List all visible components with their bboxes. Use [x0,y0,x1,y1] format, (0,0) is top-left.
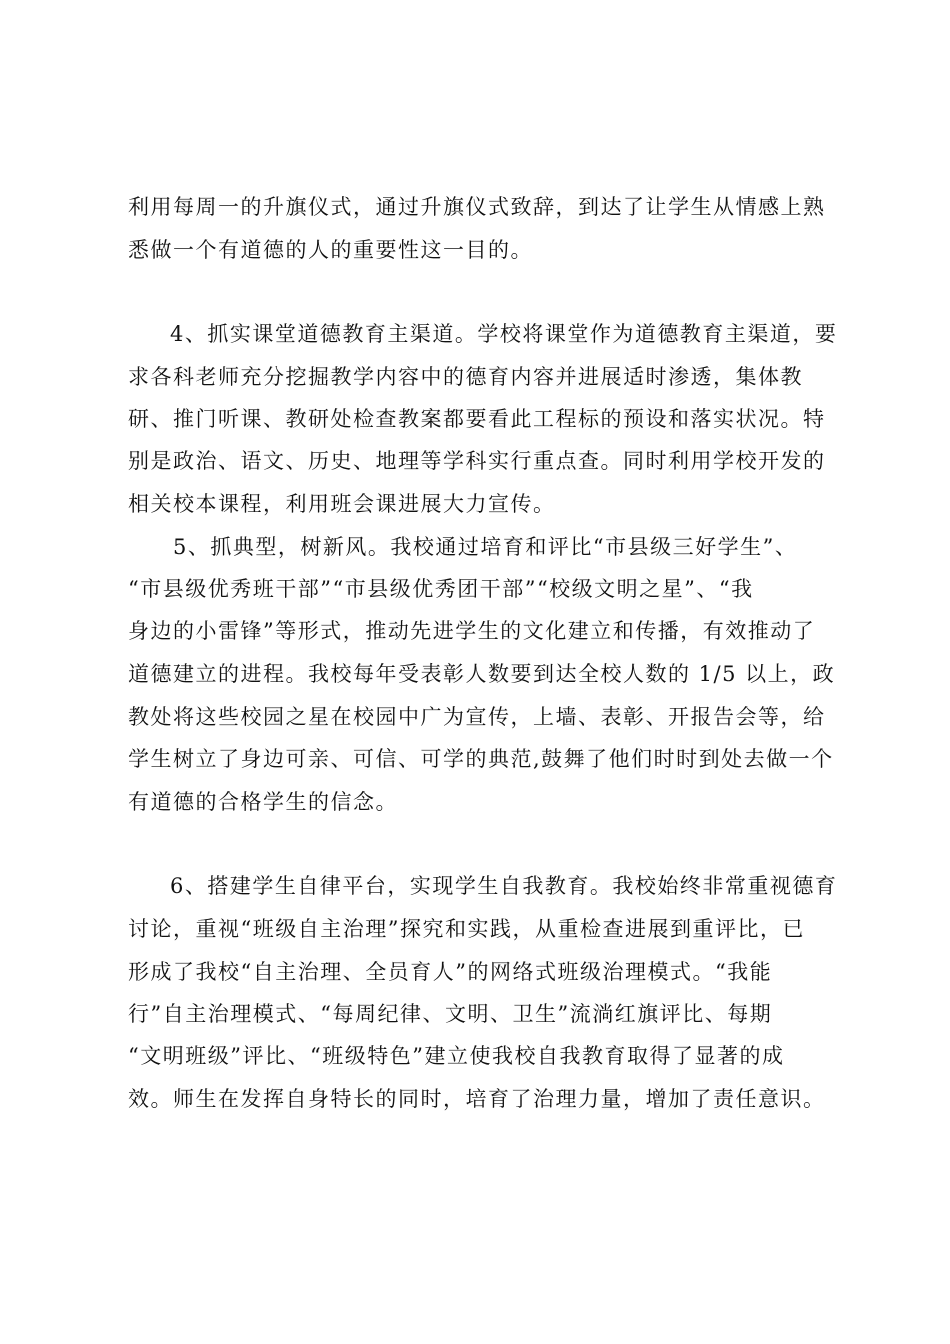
text-line-11: 道德建立的进程。我校每年受表彰人数要到达全校人数的 1/5 以上，政 [128,662,836,686]
text-line-5: 研、推门听课、教研处检查教案都要看此工程标的预设和落实状况。特 [128,407,826,431]
text-line-6: 别是政治、语文、历史、地理等学科实行重点查。同时利用学校开发的 [128,449,826,473]
text-line-18: 行”自主治理模式、“每周纪律、文明、卫生”流淌红旗评比、每期 [128,1002,773,1026]
text-line-19: “文明班级”评比、“班级特色”建立使我校自我教育取得了显著的成 [128,1044,785,1068]
text-line-14: 有道德的合格学生的信念。 [128,790,398,814]
text-line-12: 教处将这些校园之星在校园中广为宣传，上墙、表彰、开报告会等，给 [128,705,826,729]
text-line-8: 5、抓典型，树新风。我校通过培育和评比“市县级三好学生”、 [173,535,798,559]
text-line-1: 利用每周一的升旗仪式，通过升旗仪式致辞，到达了让学生从情感上熟 [128,195,826,219]
text-line-20: 效。师生在发挥自身特长的同时，培育了治理力量，增加了责任意识。 [128,1087,826,1111]
text-line-3: 4、抓实课堂道德教育主渠道。学校将课堂作为道德教育主渠道，要 [170,322,838,346]
text-line-17: 形成了我校“自主治理、全员育人”的网络式班级治理模式。“我能 [128,960,773,984]
text-line-2: 悉做一个有道德的人的重要性这一目的。 [128,238,533,262]
text-line-7: 相关校本课程，利用班会课进展大力宣传。 [128,492,556,516]
text-line-16: 讨论，重视“班级自主治理”探究和实践，从重检查进展到重评比，已 [128,917,805,941]
text-line-10: 身边的小雷锋”等形式，推动先进学生的文化建立和传播，有效推动了 [128,619,816,643]
text-line-9: “市县级优秀班干部”“市县级优秀团干部”“校级文明之星”、“我 [128,577,754,601]
text-line-13: 学生树立了身边可亲、可信、可学的典范,鼓舞了他们时时到处去做一个 [128,747,834,771]
text-line-15: 6、搭建学生自律平台，实现学生自我教育。我校始终非常重视德育 [170,874,838,898]
text-line-4: 求各科老师充分挖掘教学内容中的德育内容并进展适时渗透，集体教 [128,365,803,389]
